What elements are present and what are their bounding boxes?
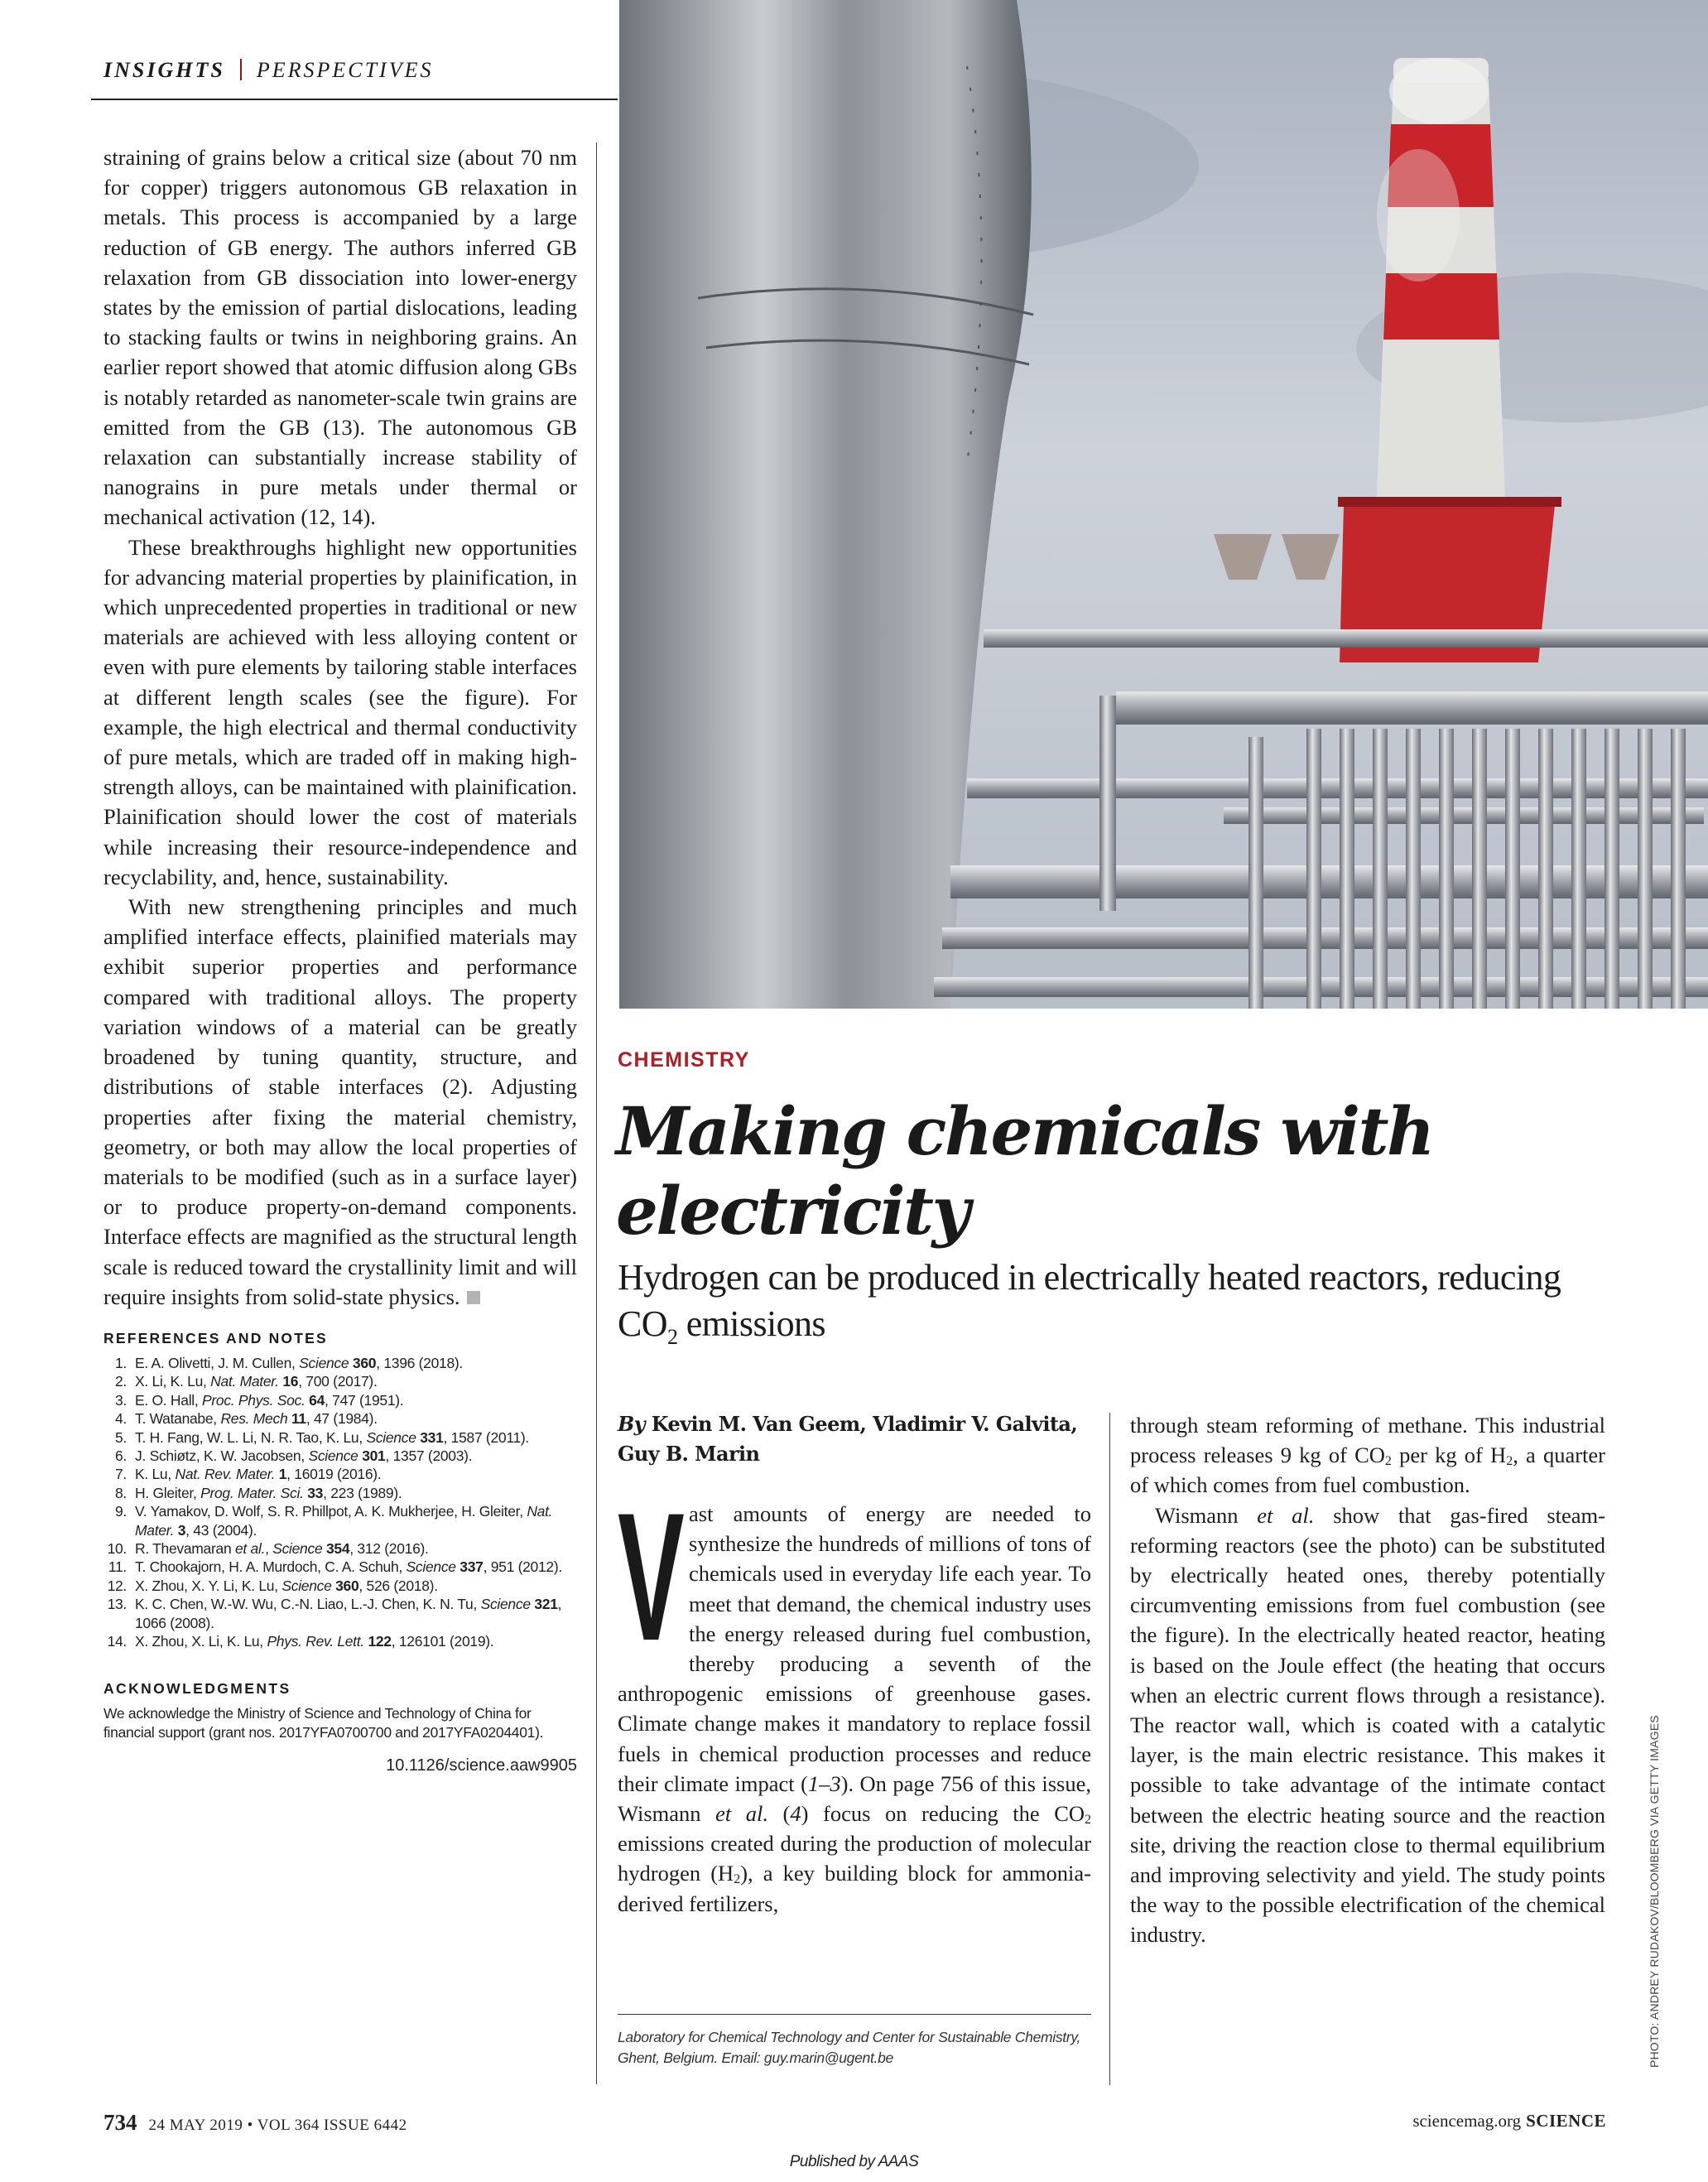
acknowledgments-heading: ACKNOWLEDGMENTS [103, 1680, 291, 1698]
reference-text [135, 1409, 577, 1428]
reference-vol: 331 [420, 1428, 444, 1446]
reference-text [135, 1465, 577, 1483]
references-list [103, 1354, 577, 1651]
text-run: Wismann [1155, 1502, 1258, 1528]
end-of-article-mark [467, 1291, 480, 1304]
reference-number: 12. [107, 1577, 127, 1594]
reference-authors: T. Watanabe, [135, 1410, 221, 1428]
reference-text [135, 1447, 577, 1465]
reference-etal: et al. [234, 1539, 266, 1557]
reference-vol: 337 [459, 1558, 484, 1576]
reference-vol: 11 [291, 1410, 306, 1428]
column-divider [1109, 1413, 1110, 2085]
acknowledgments-text: We acknowledge the Ministry of Science and Technology of China for financial support (grant nos. 2017YFA0700700 and 2017YFA0204401). [103, 1705, 544, 1741]
author-affiliation: Laboratory for Chemical Technology and Center for Sustainable Chemistry, Ghent, Belgium. Email: guy.marin@ugent.be [618, 2029, 1081, 2066]
reference-authors: R. Thevamaran [135, 1539, 235, 1557]
body-paragraph [1130, 1500, 1605, 1950]
reference-item[interactable] [103, 1428, 577, 1447]
reference-number: 3. [115, 1391, 127, 1409]
reference-number: 5. [115, 1428, 127, 1446]
doi-link[interactable]: 10.1126/science.aaw9905 [386, 1756, 577, 1775]
reference-text [135, 1372, 577, 1390]
site-link[interactable]: sciencemag.org [1412, 2111, 1522, 2131]
article-deck [618, 1255, 1611, 1361]
reference-text [135, 1595, 577, 1632]
reference-authors: V. Yamakov, D. Wolf, S. R. Phillpot, A. K. Mukherjee, H. Gleiter, [135, 1503, 527, 1520]
page-number: 734 [103, 2110, 137, 2135]
reference-authors: K. C. Chen, W.-W. Wu, C.-N. Liao, L.-J. Chen, K. N. Tu, [135, 1596, 481, 1613]
reference-rest: , 1587 (2011). [443, 1428, 529, 1446]
reference-vol: 64 [309, 1391, 325, 1409]
body-paragraph [1130, 1410, 1605, 1500]
reference-item[interactable] [103, 1595, 577, 1632]
reference-authors: X. Zhou, X. Y. Li, K. Lu, [135, 1577, 282, 1594]
reference-journal: Nat. Mater. [135, 1503, 553, 1539]
reference-text [135, 1632, 577, 1650]
reference-text [135, 1577, 577, 1595]
text-run: show that gas-fired steam-reforming reactors (see the photo) can be substituted by electrically heated ones, thereby potentially circumventing emissions from fuel combustion (see the figure). In the electrically heated reactor, heating is based on the Joule effect (the heating that occurs when an electric current flows through a resistance). The reactor wall, which is coated with a catalytic layer, is the main electric resistance. This makes it possible to take advantage of the intimate contact between the electric heating source and the reaction site, driving the reaction close to thermal equilibrium and improving selectivity and yield. The study points the way to the possible electrification of the chemical industry. [1130, 1502, 1605, 1948]
reference-journal: Nat. Rev. Mater. [175, 1466, 276, 1483]
reference-rest: , 126101 (2019). [391, 1633, 494, 1650]
reference-item[interactable] [103, 1502, 577, 1539]
article-column-1 [618, 1475, 1092, 1919]
reference-number: 8. [115, 1484, 127, 1501]
reference-text [135, 1502, 577, 1539]
reference-text [135, 1539, 577, 1558]
reference-vol: 354 [325, 1539, 350, 1557]
header-separator [240, 59, 242, 80]
reference-number: 2. [115, 1373, 127, 1390]
paragraph-text: These breakthroughs highlight new opportunities for advancing material properties by plainification, in which unprecedented properties in traditional or new materials are achieved with less alloying content or even with pure elements by tailoring stable interfaces at different length scales (see the figure). For example, the high electrical and thermal conductivity of pure metals, which are traded off in making high-strength alloys, can be maintained with plainification. Plainification should lower the cost of materials while increasing their resource-independence and recyclability, and, hence, sustainability. [103, 534, 577, 889]
reference-vol: 16 [282, 1373, 299, 1390]
deck-text: Hydrogen can be produced in electrically heated reactors, reducing CO [618, 1257, 1561, 1344]
reference-rest: , 1066 (2008). [135, 1596, 562, 1631]
reference-authors: X. Zhou, X. Li, K. Lu, [135, 1633, 267, 1650]
reference-number: 14. [107, 1633, 127, 1650]
reference-number: 9. [115, 1503, 127, 1520]
reference-authors: J. Schiøtz, K. W. Jacobsen, [135, 1447, 309, 1464]
reference-item[interactable] [103, 1372, 577, 1390]
header-rule [91, 99, 618, 100]
reference-number: 7. [115, 1466, 127, 1483]
reference-rest: , 312 (2016). [349, 1539, 429, 1557]
reference-text [135, 1484, 577, 1502]
article-column-2 [1130, 1410, 1605, 1950]
reference-authors: K. Lu, [135, 1466, 176, 1483]
subscript: 2 [1085, 1813, 1092, 1828]
industrial-plant-image [619, 0, 1708, 1009]
reference-rest: , 1357 (2003). [385, 1447, 473, 1464]
reference-item[interactable] [103, 1539, 577, 1558]
reference-journal: Science [406, 1558, 456, 1576]
reference-number: 11. [108, 1558, 127, 1576]
reference-vol: 321 [534, 1596, 558, 1613]
reference-journal: Science [366, 1428, 416, 1446]
text-run: ). On page 756 of this issue, Wismann [618, 1770, 1091, 1827]
paragraph-text: With new strengthening principles and much amplified interface effects, plainified materials may exhibit superior properties and performance compared with traditional alloys. The property variation windows of a material can be greatly broadened by tuning quantity, structure, and distributions of stable interfaces (2). Adjusting properties after fixing the material chemistry, geometry, or both may allow the local properties of materials to be modified (such as in a surface layer) or to produce property-on-demand components. Interface effects are magnified as the structural length scale is reduced toward the crystallinity limit and will require insights from solid-state physics. [103, 894, 577, 1309]
paragraph-text: straining of grains below a critical size (about 70 nm for copper) triggers autonomous GB relaxation in metals. This process is accompanied by a large reduction of GB energy. The authors inferred GB relaxation from GB dissociation into lower-energy states by the emission of partial dislocations, leading to stacking faults or twins in neighboring grains. An earlier report showed that atomic diffusion along GBs is notably retarded as nanometer-scale twin grains are emitted from the GB (13). The autonomous GB relaxation can substantially increase stability of nanograins in pure metals under thermal or mechanical activation (12, 14). [103, 145, 577, 530]
text-run: per kg of H [1391, 1443, 1507, 1468]
reference-authors: H. Gleiter, [135, 1484, 201, 1501]
reference-authors: E. A. Olivetti, J. M. Cullen, [135, 1354, 300, 1371]
body-paragraph [103, 142, 577, 532]
reference-item[interactable] [103, 1409, 577, 1428]
reference-text [135, 1558, 577, 1576]
subscript: 2 [1506, 1454, 1513, 1469]
reference-number: 4. [115, 1410, 127, 1428]
reference-vol: 301 [362, 1447, 386, 1464]
reference-rest: , 700 (2017). [298, 1373, 378, 1390]
running-head [103, 58, 433, 83]
text-run: ast amounts of energy are needed to synthesize the hundreds of millions of tons of chemicals used in everyday life each year. To meet that demand, the chemical industry uses the energy released during fuel combustion, thereby producing a seventh of the anthropogenic emissions of greenhouse gases. Climate change makes it mandatory to replace fossil fuels in chemical production processes and reduce their climate impact ( [618, 1501, 1091, 1796]
byline [618, 1409, 1081, 1469]
reference-journal: Phys. Rev. Lett. [267, 1633, 364, 1650]
section-label: INSIGHTS [103, 58, 225, 82]
reference-journal: Res. Mech [220, 1410, 288, 1428]
left-column [103, 142, 577, 1775]
text-run: , a quarter of which comes from fuel combustion. [1130, 1443, 1605, 1498]
reference-item[interactable] [103, 1354, 577, 1372]
drop-cap: V [618, 1475, 685, 1679]
reference-item[interactable] [103, 1577, 577, 1595]
text-run: ( [767, 1801, 791, 1827]
reference-rest: , 43 (2004). [185, 1521, 257, 1539]
reference-item[interactable] [103, 1391, 577, 1409]
subscript: 2 [1384, 1454, 1392, 1469]
reference-vol: 360 [335, 1577, 359, 1594]
affiliation-rule [618, 2014, 1091, 2015]
subscript: 2 [734, 1872, 741, 1887]
reference-vol: 360 [352, 1354, 377, 1371]
article-headline: Making chemicals with electricity [616, 1092, 1433, 1250]
site-footer [1412, 2111, 1606, 2131]
reference-vol: 3 [177, 1521, 186, 1539]
reference-journal: Science [299, 1354, 349, 1371]
reference-rest: , 223 (1989). [323, 1484, 402, 1501]
reference-rest: , 16019 (2016). [286, 1466, 382, 1483]
photo-credit: PHOTO: ANDREY RUDAKOV/BLOOMBERG VIA GETTY IMAGES [1648, 1715, 1661, 2068]
reference-vol: 122 [368, 1633, 392, 1650]
reference-text [135, 1428, 577, 1447]
reference-text [135, 1391, 577, 1409]
reference-journal: Science [480, 1596, 531, 1613]
reference-item[interactable] [103, 1558, 577, 1576]
reference-authors: T. Chookajorn, H. A. Murdoch, C. A. Schuh, [135, 1558, 407, 1576]
reference-item[interactable] [103, 1465, 577, 1483]
journal-name: SCIENCE [1526, 2111, 1606, 2131]
reference-vol: 1 [278, 1466, 287, 1483]
reference-number: 13. [107, 1596, 127, 1613]
issue-info: 24 MAY 2019 • VOL 364 ISSUE 6442 [148, 2117, 407, 2134]
text-run: emissions created during the production of molecular hydrogen (H [618, 1831, 1091, 1886]
et-al: et al. [715, 1801, 768, 1827]
reference-rest: , 747 (1951). [325, 1391, 404, 1409]
citation-link[interactable]: 4 [790, 1801, 801, 1827]
reference-journal: Science [308, 1447, 358, 1464]
folio [103, 2110, 407, 2136]
byline-by: By [618, 1412, 646, 1436]
section-kicker: CHEMISTRY [618, 1048, 750, 1072]
body-paragraph [618, 1475, 1092, 1919]
body-paragraph [103, 532, 577, 892]
reference-rest: , 526 (2018). [358, 1577, 438, 1594]
references-heading: REFERENCES AND NOTES [103, 1329, 328, 1346]
reference-number: 6. [115, 1447, 127, 1464]
reference-number: 1. [115, 1354, 127, 1371]
text-run: through steam reforming of methane. This industrial process releases 9 kg of CO [1130, 1413, 1605, 1468]
reference-journal: Nat. Mater. [210, 1373, 279, 1390]
reference-journal: Science [272, 1539, 323, 1557]
publisher-note: Published by AAAS [789, 2153, 919, 2170]
reference-authors: T. H. Fang, W. L. Li, N. R. Tao, K. Lu, [135, 1428, 367, 1446]
reference-journal: Prog. Mater. Sci. [200, 1484, 304, 1501]
deck-text-end: emissions [677, 1303, 825, 1344]
reference-text [135, 1354, 577, 1372]
reference-number: 10. [107, 1539, 127, 1557]
reference-vol: 33 [307, 1484, 324, 1501]
reference-rest: , 47 (1984). [306, 1410, 378, 1428]
body-paragraph [103, 892, 577, 1312]
text-run: ), a key building block for ammonia-derived fertilizers, [618, 1861, 1091, 1916]
reference-authors: X. Li, K. Lu, [135, 1373, 211, 1390]
article-photo [619, 0, 1708, 1009]
reference-journal: Science [281, 1577, 332, 1594]
reference-item[interactable] [103, 1447, 577, 1465]
reference-authors: E. O. Hall, [135, 1391, 203, 1409]
column-divider [596, 142, 597, 2084]
et-al: et al. [1257, 1502, 1315, 1528]
reference-rest: , 951 (2012). [483, 1558, 562, 1576]
reference-journal: Proc. Phys. Soc. [202, 1391, 306, 1409]
subsection-label: PERSPECTIVES [256, 58, 434, 82]
reference-item[interactable] [103, 1632, 577, 1650]
reference-authors2: , [265, 1539, 273, 1557]
text-run: ) focus on reducing the CO [801, 1801, 1085, 1827]
deck-subscript: 2 [666, 1324, 678, 1349]
byline-authors: Kevin M. Van Geem, Vladimir V. Galvita, Guy B. Marin [618, 1412, 1078, 1466]
reference-rest: , 1396 (2018). [376, 1354, 463, 1371]
citation-link[interactable]: 1–3 [807, 1770, 841, 1796]
reference-item[interactable] [103, 1484, 577, 1502]
